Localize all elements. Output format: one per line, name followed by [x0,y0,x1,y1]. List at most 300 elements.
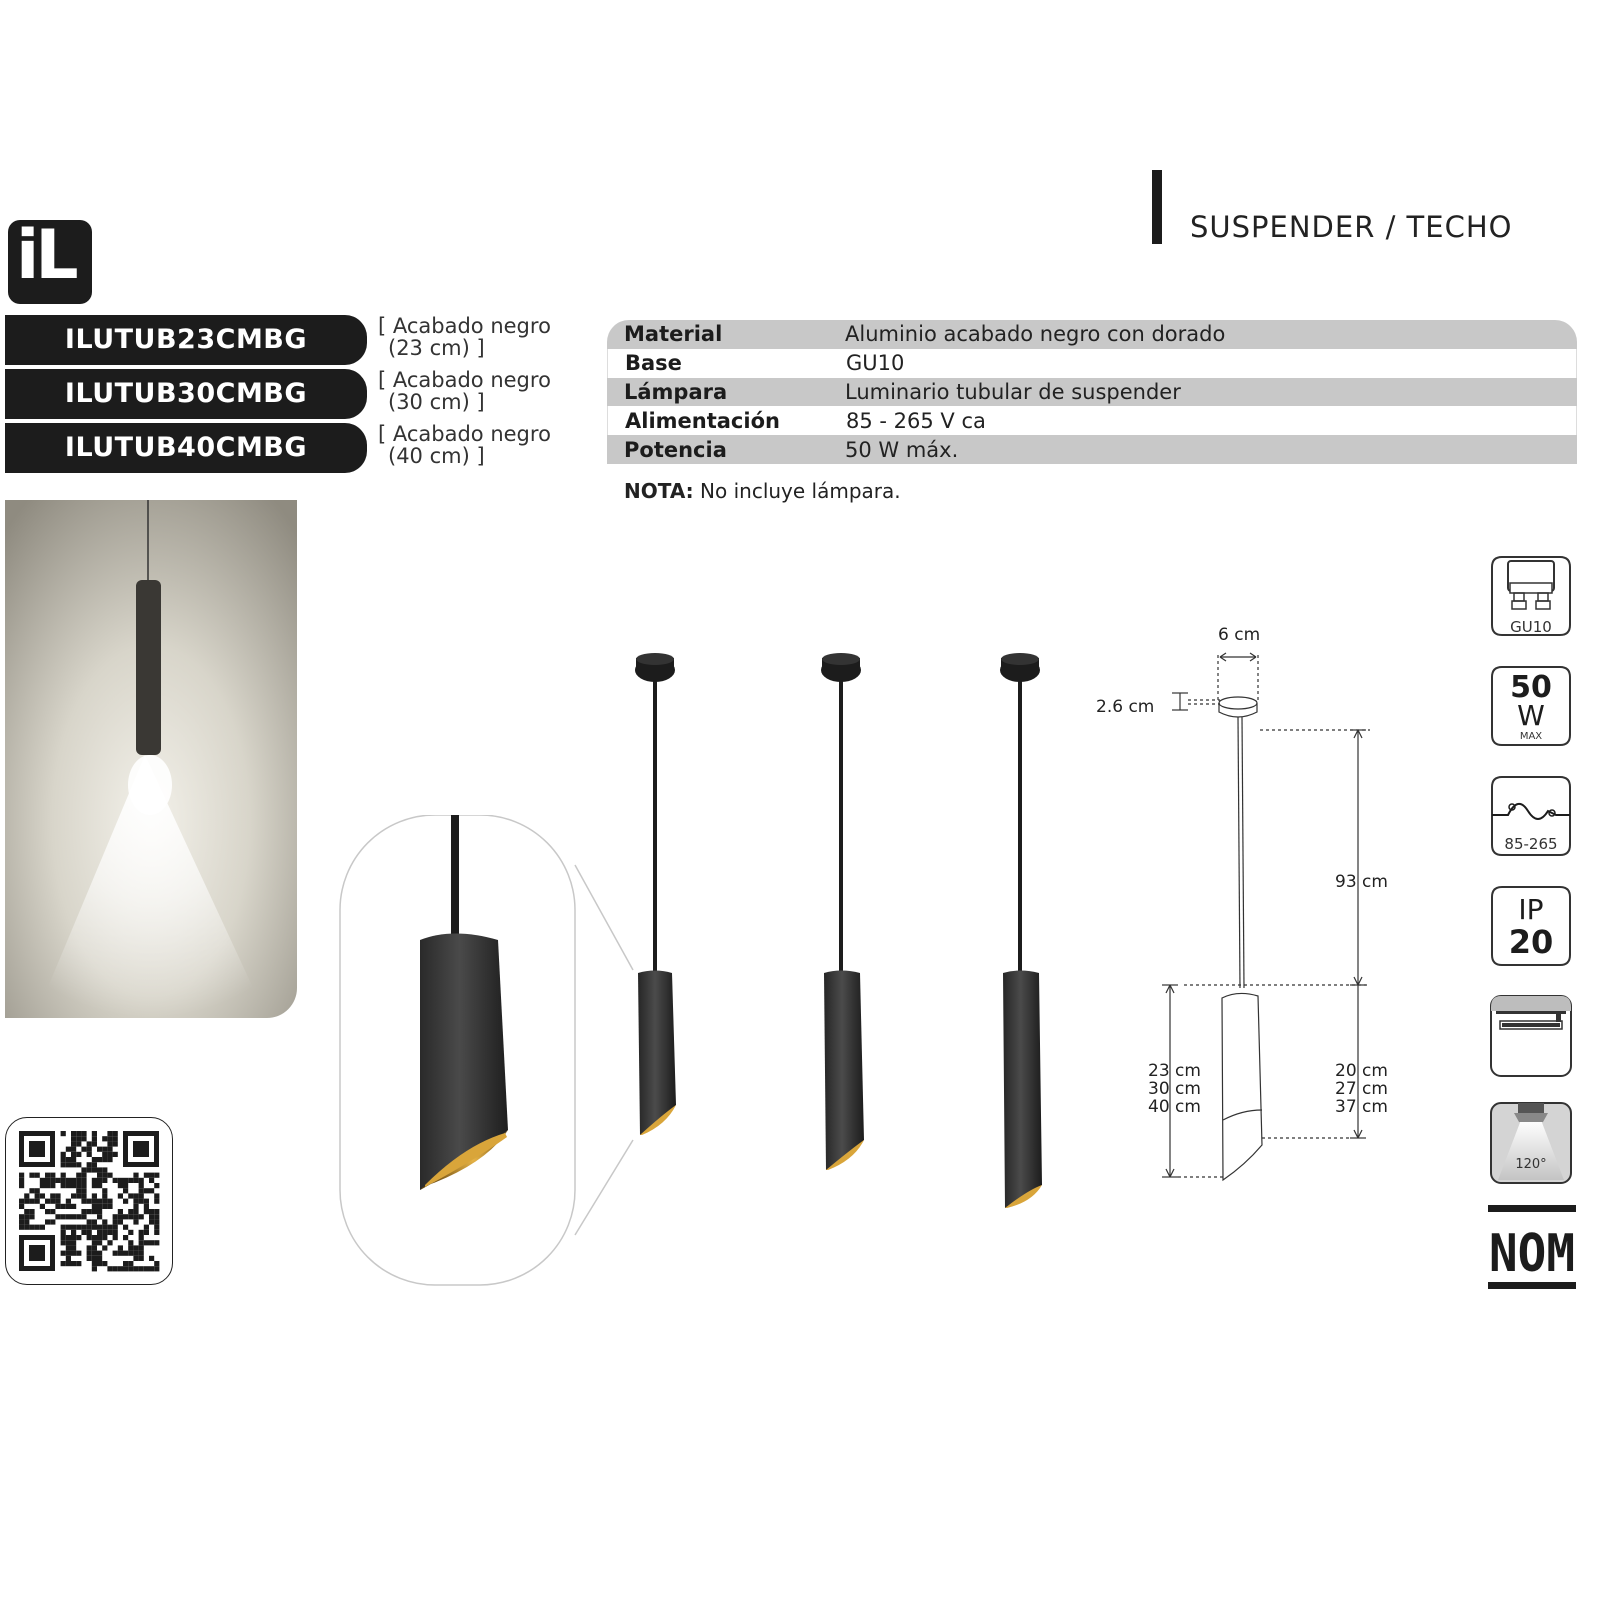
qr-module [154,1209,159,1214]
qr-module [61,1162,66,1167]
qr-module [97,1209,102,1214]
qr-module [66,1245,71,1250]
power-icon [1488,663,1574,749]
qr-module [107,1136,112,1141]
qr-module [24,1209,29,1214]
qr-module [40,1178,45,1183]
qr-module [149,1209,154,1214]
qr-module [71,1178,76,1183]
qr-module [154,1230,159,1235]
qr-module [97,1167,102,1172]
nom-certification-icon [1488,1205,1576,1289]
qr-module [123,1183,128,1188]
qr-module [55,1178,60,1183]
dim-base-height: 2.6 cm [1096,697,1155,717]
qr-module [128,1230,133,1235]
qr-module [55,1204,60,1209]
qr-module [87,1219,92,1224]
qr-module [61,1235,66,1240]
qr-module [139,1188,144,1193]
qr-module [50,1219,55,1224]
spec-value: 85 - 265 V ca [846,408,986,433]
qr-module [87,1162,92,1167]
qr-module [149,1240,154,1245]
qr-module [133,1245,138,1250]
qr-module [154,1193,159,1198]
qr-module [113,1225,118,1230]
dim-tube-37: 37 cm [1335,1097,1388,1117]
qr-module [66,1214,71,1219]
qr-module [87,1256,92,1261]
qr-module [133,1256,138,1261]
model-desc-line: [ Acabado negro [378,422,551,446]
qr-module [128,1214,133,1219]
detail-zoom [335,815,635,1290]
voltage-icon [1488,773,1574,859]
qr-module [113,1230,118,1235]
qr-module [107,1230,112,1235]
qr-module [97,1178,102,1183]
qr-module [107,1266,112,1271]
qr-module [123,1214,128,1219]
qr-module [19,1178,24,1183]
qr-module [118,1245,123,1250]
qr-module [35,1225,40,1230]
qr-module [92,1183,97,1188]
qr-module [107,1141,112,1146]
qr-module [139,1251,144,1256]
beam-angle-icon [1488,1100,1574,1186]
qr-module [128,1266,133,1271]
qr-module [107,1147,112,1152]
qr-module [92,1251,97,1256]
model-code-40: ILUTUB40CMBG [5,423,367,473]
qr-module [154,1199,159,1204]
qr-module [76,1193,81,1198]
qr-module [118,1214,123,1219]
qr-module [50,1193,55,1198]
qr-module [144,1188,149,1193]
ip-rating-icon [1488,883,1574,969]
qr-module [102,1147,107,1152]
qr-module [45,1173,50,1178]
qr-module [45,1209,50,1214]
qr-module [133,1214,138,1219]
qr-module [29,1199,34,1204]
spec-key: Potencia [624,437,727,462]
qr-module [97,1199,102,1204]
qr-module [118,1193,123,1198]
qr-module [154,1219,159,1224]
qr-module [113,1141,118,1146]
qr-module [154,1173,159,1178]
dim-tube-20: 20 cm [1335,1061,1388,1081]
qr-module [133,1199,138,1204]
qr-module [19,1183,24,1188]
spec-row [607,349,1577,378]
qr-module [55,1193,60,1198]
qr-module [24,1193,29,1198]
qr-module [66,1162,71,1167]
qr-module [71,1240,76,1245]
qr-module [76,1162,81,1167]
category-title: SUSPENDER / TECHO [1190,210,1513,244]
qr-module [87,1167,92,1172]
qr-module [87,1245,92,1250]
qr-module [107,1240,112,1245]
qr-module [144,1199,149,1204]
qr-module [133,1204,138,1209]
qr-module [139,1240,144,1245]
qr-module [97,1261,102,1266]
qr-module [149,1219,154,1224]
qr-module [154,1225,159,1230]
qr-module [71,1183,76,1188]
qr-module [76,1131,81,1136]
spec-key: Material [624,322,723,347]
spec-row [607,320,1577,349]
qr-module [19,1219,24,1224]
brand-logo-text: iL [16,216,75,295]
qr-module [66,1147,71,1152]
spec-key: Base [625,351,682,376]
qr-module [66,1251,71,1256]
dim-total-30: 30 cm [1148,1079,1201,1099]
qr-module [87,1199,92,1204]
brand-logo [8,216,92,304]
qr-module [81,1167,86,1172]
qr-module [50,1178,55,1183]
qr-module [102,1230,107,1235]
qr-module [149,1266,154,1271]
qr-module [81,1230,86,1235]
qr-module [45,1199,50,1204]
qr-module [107,1157,112,1162]
qr-module [102,1261,107,1266]
qr-module [133,1193,138,1198]
qr-module [24,1219,29,1224]
qr-module [128,1245,133,1250]
qr-module [133,1173,138,1178]
qr-module [81,1183,86,1188]
qr-module [92,1219,97,1224]
dim-total-40: 40 cm [1148,1097,1201,1117]
qr-module [24,1199,29,1204]
qr-module [45,1178,50,1183]
qr-module [154,1261,159,1266]
qr-module [66,1225,71,1230]
qr-module [61,1240,66,1245]
qr-module [66,1157,71,1162]
power-unit: W [1517,699,1545,732]
qr-module [97,1157,102,1162]
spec-row [607,435,1577,464]
qr-module [154,1214,159,1219]
qr-module [118,1183,123,1188]
qr-module [76,1251,81,1256]
qr-module [149,1178,154,1183]
qr-module [76,1173,81,1178]
qr-module [154,1240,159,1245]
qr-module [113,1131,118,1136]
qr-module [113,1152,118,1157]
qr-module [97,1251,102,1256]
ceiling-mount-icon [1488,993,1574,1079]
qr-module [139,1183,144,1188]
qr-module [92,1136,97,1141]
qr-module [128,1261,133,1266]
power-note: MAX [1519,731,1543,742]
spec-table [607,320,1577,464]
qr-module [102,1193,107,1198]
qr-module [144,1209,149,1214]
qr-module [35,1193,40,1198]
qr-module [128,1209,133,1214]
qr-module [81,1178,86,1183]
model-code-23: ILUTUB23CMBG [5,315,367,365]
qr-module [71,1157,76,1162]
qr-module [76,1152,81,1157]
qr-module [71,1136,76,1141]
qr-module [149,1256,154,1261]
qr-module [102,1199,107,1204]
qr-module [61,1225,66,1230]
qr-code[interactable] [5,1117,173,1285]
qr-module [107,1131,112,1136]
qr-module [102,1225,107,1230]
ip-label: IP [1518,893,1544,926]
spec-row [607,406,1577,435]
qr-module [113,1235,118,1240]
qr-module [66,1199,71,1204]
qr-module [50,1209,55,1214]
qr-module [102,1152,107,1157]
qr-module [92,1225,97,1230]
qr-module [66,1178,71,1183]
qr-module [76,1214,81,1219]
qr-module [107,1199,112,1204]
qr-module [87,1225,92,1230]
qr-module [92,1204,97,1209]
qr-module [102,1204,107,1209]
qr-module [87,1147,92,1152]
qr-module [102,1219,107,1224]
model-desc-30 [378,369,551,413]
qr-module [154,1183,159,1188]
qr-module [40,1204,45,1209]
model-code-30: ILUTUB30CMBG [5,369,367,419]
qr-module [107,1152,112,1157]
qr-module [144,1173,149,1178]
qr-module [97,1204,102,1209]
pendant-40cm [1000,653,1042,1208]
qr-module [118,1266,123,1271]
qr-module [139,1214,144,1219]
qr-module [87,1209,92,1214]
spec-value: GU10 [846,351,905,376]
qr-module [55,1199,60,1204]
model-desc-40 [378,423,551,467]
model-desc-23 [378,315,551,359]
qr-module [107,1225,112,1230]
qr-module [76,1188,81,1193]
qr-module [87,1235,92,1240]
qr-module [123,1199,128,1204]
qr-module [97,1225,102,1230]
qr-module [123,1235,128,1240]
dim-tube-27: 27 cm [1335,1079,1388,1099]
dim-width: 6 cm [1218,625,1261,645]
qr-module [113,1219,118,1224]
qr-module [107,1173,112,1178]
model-desc-line: (23 cm) ] [388,336,485,360]
qr-module [76,1183,81,1188]
qr-module [61,1131,66,1136]
qr-module [128,1251,133,1256]
qr-module [66,1183,71,1188]
qr-module [149,1173,154,1178]
qr-module [35,1188,40,1193]
beam-angle-label: 120° [1515,1157,1547,1172]
qr-module [92,1235,97,1240]
qr-module [87,1141,92,1146]
qr-module [81,1131,86,1136]
product-lineup [620,650,1070,1210]
qr-module [133,1219,138,1224]
qr-module [66,1240,71,1245]
qr-module [29,1214,34,1219]
qr-module [61,1230,66,1235]
spec-value: 50 W máx. [845,437,959,462]
qr-module [76,1225,81,1230]
qr-module [144,1240,149,1245]
qr-module [128,1193,133,1198]
qr-module [71,1152,76,1157]
qr-module [92,1266,97,1271]
qr-module [81,1188,86,1193]
power-value: 50 [1510,670,1552,705]
qr-module [149,1188,154,1193]
model-desc-line: [ Acabado negro [378,314,551,338]
qr-module [76,1178,81,1183]
qr-module [24,1214,29,1219]
qr-module [97,1240,102,1245]
qr-module [144,1225,149,1230]
qr-module [123,1261,128,1266]
qr-module [71,1214,76,1219]
qr-module [40,1225,45,1230]
qr-module [71,1131,76,1136]
qr-module [81,1136,86,1141]
qr-module [76,1136,81,1141]
qr-module [102,1235,107,1240]
qr-module [102,1167,107,1172]
qr-module [92,1209,97,1214]
qr-module [35,1173,40,1178]
qr-module [76,1235,81,1240]
spec-key: Lámpara [624,379,728,404]
qr-module [71,1245,76,1250]
qr-module [29,1188,34,1193]
qr-module [92,1157,97,1162]
qr-module [92,1199,97,1204]
qr-module [97,1256,102,1261]
model-desc-line: (30 cm) ] [388,390,485,414]
qr-module [133,1209,138,1214]
qr-module [139,1193,144,1198]
qr-module [113,1266,118,1271]
qr-module [92,1178,97,1183]
qr-module [133,1266,138,1271]
qr-module [19,1204,24,1209]
spec-value: Luminario tubular de suspender [845,379,1181,404]
category-divider [1152,170,1162,244]
qr-module [55,1214,60,1219]
qr-module [50,1199,55,1204]
qr-module [50,1183,55,1188]
model-desc-line: [ Acabado negro [378,368,551,392]
qr-module [45,1183,50,1188]
qr-module [71,1235,76,1240]
dim-tube-lengths [1335,1062,1388,1116]
qr-module [61,1204,66,1209]
qr-module [92,1162,97,1167]
qr-module [29,1225,34,1230]
qr-module [19,1225,24,1230]
qr-module [87,1251,92,1256]
qr-module [154,1266,159,1271]
gu10-label: GU10 [1510,618,1552,636]
qr-module [144,1204,149,1209]
qr-module [92,1131,97,1136]
qr-module [81,1209,86,1214]
qr-module [92,1167,97,1172]
qr-module [113,1136,118,1141]
qr-module [107,1204,112,1209]
qr-module [102,1188,107,1193]
dim-total-lengths [1148,1062,1201,1116]
qr-module [102,1178,107,1183]
qr-module [128,1240,133,1245]
qr-module [87,1230,92,1235]
qr-module [92,1261,97,1266]
pendant-30cm [821,653,864,1170]
qr-module [133,1178,138,1183]
qr-module [123,1225,128,1230]
qr-module [71,1141,76,1146]
qr-module [81,1225,86,1230]
qr-module [123,1251,128,1256]
qr-module [29,1173,34,1178]
qr-module [71,1225,76,1230]
qr-module [24,1225,29,1230]
qr-module [144,1230,149,1235]
product-photo [5,500,297,1018]
note [624,479,901,503]
voltage-label: 85-265 [1504,835,1558,853]
qr-module [92,1240,97,1245]
qr-module [118,1219,123,1224]
qr-module [144,1266,149,1271]
ip-value: 20 [1508,923,1554,961]
qr-module [97,1214,102,1219]
spec-row [607,378,1577,407]
qr-module [76,1261,81,1266]
qr-module [71,1193,76,1198]
qr-module [149,1214,154,1219]
qr-module [87,1152,92,1157]
qr-module [133,1251,138,1256]
